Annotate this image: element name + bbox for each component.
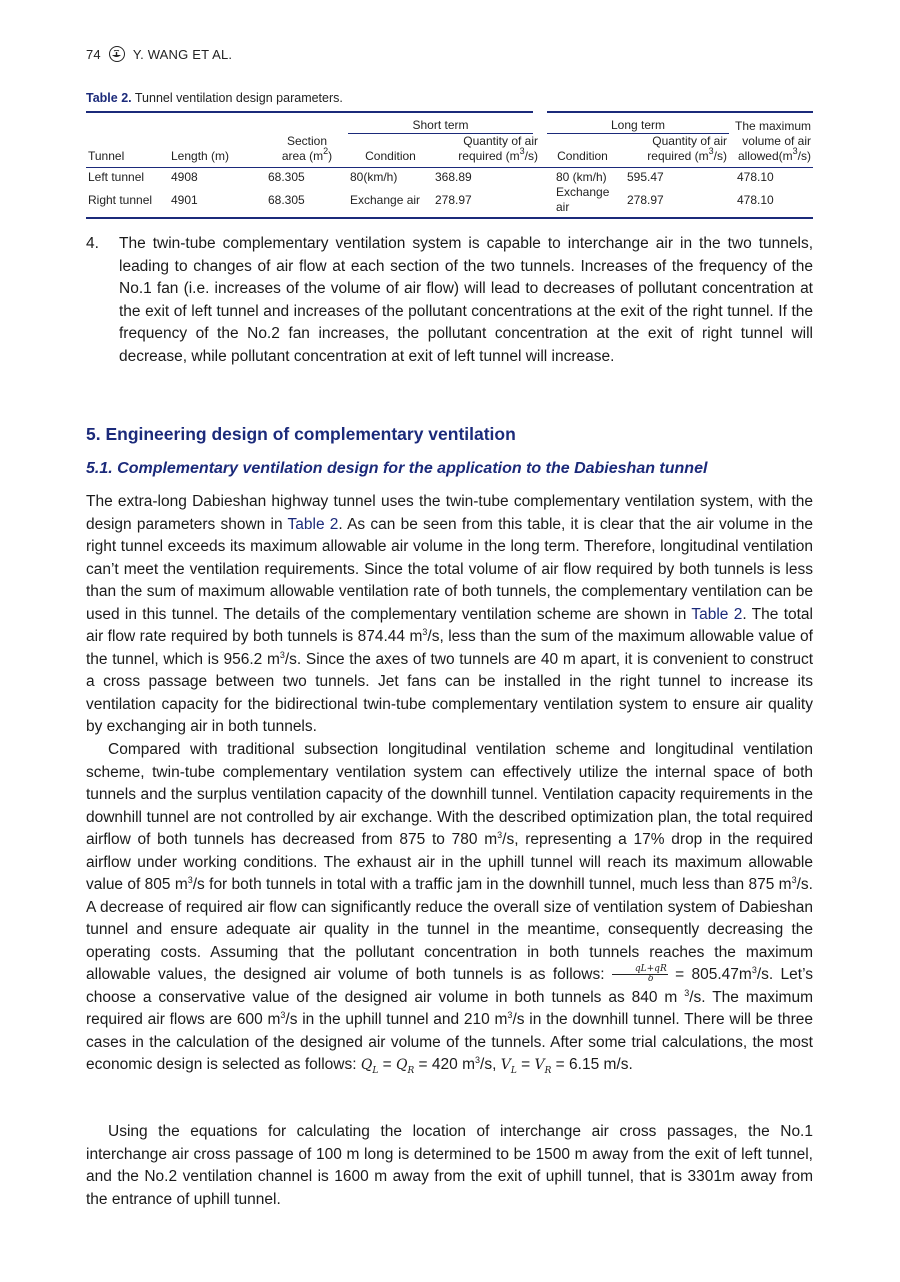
paragraph-2: Compared with traditional subsection longitudinal ventilation scheme and longitudinal ventilation scheme, twin-tube complementary ventilation system can effectively utilize the internal space of both tunnels and the surplus ventilation capacity of the downhill tunnel. Ventilation capacity requirements in the downhill tunnel are not controlled by air exchange. With the described optimization plan, the total required airflow of both tunnels has decreased from 875 to 780 $m^3/s$, representing a 17% drop in the required airflow under working conditions. The exhaust air in the uphill tunnel will reach its maximum allowable value of 805 $m^3/s$ for both tunnels in total with a traffic jam in the downhill tunnel, much less than 875 $m^3/s$. A decrease of required air flow can significantly reduce the overall size of ventilation system of Dabieshan tunnel and ensure adequate air quality in the tunnel in the meantime, consequently decreasing the operating costs. Assuming that the pollutant concentration in both tunnels reaches the maximum allowable values, the designed air volume of both tunnels is as follows: $\frac{qL+qR}{\delta}$ = $805.47m^3/s$. Let’s choose a conservative value of the designed air volume in both tunnels as 840 m $^3$/s. The maximum required air flows are 600 $m^3/s$ in the uphill tunnel and 210 $m^3/s$ in the downhill tunnel. There will be three cases in the calculation of the designed air volume of the tunnels. After some trial calculations, the most economic design is selected as follows: $Q_L = Q_R = 420$ $m^3/s$, $V_L = V_R = 6.15$ m/s. xyxy=(86,741,814,1077)
cell-max-volume: 478.10 xyxy=(737,192,774,207)
group-header-short-term: Short term xyxy=(348,112,540,134)
cell-tunnel: Right tunnel xyxy=(88,192,153,207)
cell-section-area: 68.305 xyxy=(268,170,305,184)
col-header-section-area: Section area $(m^2)$ xyxy=(266,134,348,168)
cell-long-term-quantity: 595.47 xyxy=(627,170,664,184)
running-head xyxy=(86,46,232,62)
col-header-length: Length (m) xyxy=(169,134,266,168)
cell-max-volume: 478.10 xyxy=(737,170,774,184)
col-header-long-term-condition: Condition xyxy=(540,134,625,168)
list-item-text: The twin-tube complementary ventilation system is capable to interchange air in the two tunnels, leading to changes of air flow at each section of the two tunnels. Increases of the frequency of the No.1 fan (i.e. increases of the volume of air flow) will lead to decreases of pollutant concentration at the exit of left tunnel and increases of the pollutant concentrations at the exit of the right tunnel. If the frequency of the No.2 fan increases, the pollutant concentration at the exit of right tunnel will decrease, while pollutant concentration at exit of left tunnel will increase. xyxy=(119,235,813,365)
table-caption-label: Table 2. xyxy=(86,91,132,105)
cell-long-term-condition: Exchange air xyxy=(556,185,610,214)
numbered-list-item-4 xyxy=(86,233,813,368)
cell-long-term-quantity: 278.97 xyxy=(627,192,664,207)
table-caption xyxy=(86,91,343,105)
table-2-link[interactable]: Table 2 xyxy=(287,515,339,533)
paragraph-1: The extra-long Dabieshan highway tunnel uses the twin-tube complementary ventilation system, with the design parameters shown in Table 2. As can be seen from this table, it is clear that the air volume in the right tunnel exceeds its maximum allowable air volume in the long term. Therefore, longitudinal ventilation can’t meet the ventilation requirements. Since the total volume of air flow required by both tunnels is less than the sum of maximum allowable ventilation rate of both tunnels, the complementary ventilation can be used in this tunnel. The details of the complementary ventilation scheme are shown in Table 2. The total air flow rate required by both tunnels is 874.44 $m^3/s$, less than the sum of the maximum allowable value of the tunnel, which is 956.2 $m^3/s$. Since the axes of two tunnels are 40 m apart, it is convenient to construct a cross passage between two tunnels. Jet fans can be installed in the right tunnel to increase its ventilation capacity for the bidirectional twin-tube complementary ventilation system to ensure air quality by exchanging air in both tunnels. xyxy=(86,493,813,735)
ventilation-parameters-table xyxy=(86,111,813,219)
list-number: 4. xyxy=(86,235,99,252)
page-number: 74 xyxy=(86,46,101,62)
col-header-short-term-quantity: Quantity of air required $(m^3/s)$ xyxy=(433,134,540,168)
col-header-tunnel: Tunnel xyxy=(86,134,169,168)
lamp-glyph-icon xyxy=(111,50,122,59)
table-group-header-row xyxy=(86,112,813,134)
taylor-francis-lamp-icon xyxy=(109,46,125,62)
subsection-heading: 5.1. Complementary ventilation design for the application to the Dabieshan tunnel xyxy=(86,460,708,477)
table-caption-text: Tunnel ventilation design parameters. xyxy=(134,91,343,105)
table-row xyxy=(86,168,813,186)
cell-short-term-quantity: 278.97 xyxy=(435,192,472,207)
col-header-max-volume: The maximum volume of air $allowed(m^3/s)$ xyxy=(729,112,813,168)
group-header-long-term: Long term xyxy=(540,112,729,134)
authors: Y. WANG ET AL. xyxy=(132,46,233,62)
cell-long-term-condition: 80 (km/h) xyxy=(556,170,607,184)
paragraph-3: Using the equations for calculating the location of interchange air cross passages, the No.1 interchange air cross passage of 100 m long is determined to be 1500 m away from the exit of left tunnel, and the No.2 ventilation channel is 1600 m away from the exit of uphill tunnel, that is 3301m away from the entrance of uphill tunnel. xyxy=(86,1123,813,1208)
cell-tunnel: Left tunnel xyxy=(88,170,145,184)
table-2-link[interactable]: Table 2 xyxy=(691,605,743,623)
cell-length: 4908 xyxy=(171,170,198,184)
cell-length: 4901 xyxy=(171,192,198,207)
cell-section-area: 68.305 xyxy=(268,192,305,207)
cell-short-term-condition: 80(km/h) xyxy=(350,170,398,184)
cell-short-term-condition: Exchange air xyxy=(350,192,421,207)
col-header-long-term-quantity: Quantity of air required $(m^3/s)$ xyxy=(625,134,729,168)
section-heading: 5. Engineering design of complementary ventilation xyxy=(86,424,516,444)
col-header-short-term-condition: Condition xyxy=(348,134,433,168)
cell-short-term-quantity: 368.89 xyxy=(435,170,472,184)
table-column-header-row xyxy=(86,134,813,168)
fraction-formula: $\frac{qL+qR}{\delta}$ xyxy=(612,965,668,984)
table-row xyxy=(86,185,813,218)
